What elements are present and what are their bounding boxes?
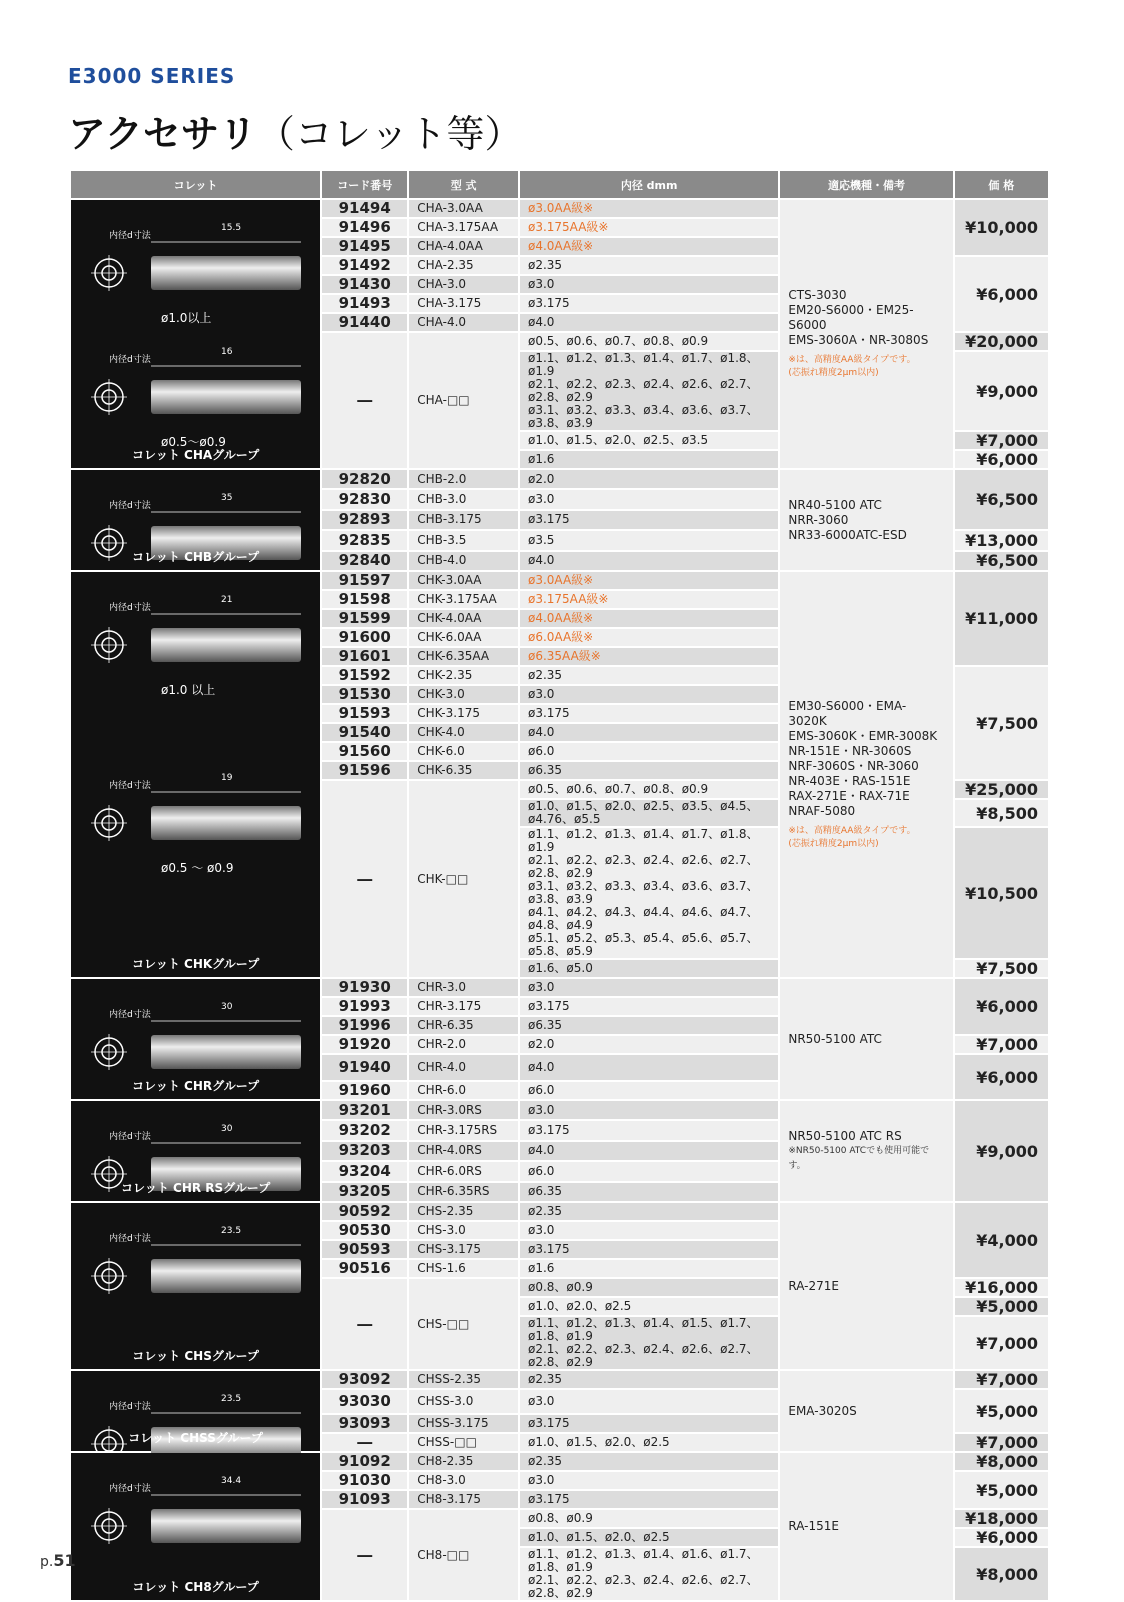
inner-diameter: ø2.35	[519, 256, 779, 275]
code-number: 93203	[321, 1141, 408, 1161]
length-label: 19	[221, 773, 233, 783]
dimension-label: 内径d寸法	[109, 1010, 151, 1020]
model-name: CHB-2.0	[408, 469, 519, 489]
inner-diameter: ø3.175	[519, 1120, 779, 1140]
inner-diameter: ø2.35	[519, 1452, 779, 1471]
inner-diameter: ø4.0	[519, 723, 779, 742]
code-number: 91930	[321, 978, 408, 997]
model-name: CHSS-3.175	[408, 1414, 519, 1433]
code-number: 92840	[321, 551, 408, 571]
inner-diameter: ø1.0、ø1.5、ø2.0、ø2.5	[519, 1433, 779, 1452]
collet-image-コレット CHKグループ	[70, 571, 321, 978]
collet-drawing-icon	[81, 1241, 311, 1311]
model-name: CH8-2.35	[408, 1452, 519, 1471]
code-number: 93202	[321, 1120, 408, 1140]
code-number: 92820	[321, 469, 408, 489]
code-number: 91601	[321, 647, 408, 666]
inner-diameter: ø6.35	[519, 1016, 779, 1035]
inner-diameter: ø4.0	[519, 313, 779, 332]
table-row	[70, 1202, 1049, 1221]
inner-diameter: ø2.0	[519, 1035, 779, 1054]
length-label: 35	[221, 493, 233, 503]
model-name: CHB-4.0	[408, 551, 519, 571]
applicable-machines: RA-151E	[779, 1452, 953, 1601]
model-name: CHS-1.6	[408, 1259, 519, 1278]
range-label: ø1.0 以上	[161, 683, 216, 697]
group-caption: コレット CHBグループ	[132, 550, 260, 564]
table-row	[70, 469, 1049, 489]
inner-diameter: ø4.0	[519, 1054, 779, 1081]
inner-diameter: ø1.0、ø2.0、ø2.5	[519, 1297, 779, 1316]
price: ¥9,000	[954, 351, 1049, 431]
code-number: 91960	[321, 1081, 408, 1100]
code-number: 91494	[321, 199, 408, 218]
table-row	[70, 571, 1049, 590]
inner-diameter: ø3.0	[519, 1221, 779, 1240]
length-label: 23.5	[221, 1394, 242, 1404]
model-name: CHR-3.175RS	[408, 1120, 519, 1140]
price: ¥5,000	[954, 1297, 1049, 1316]
col-machines: 適応機種・備考	[779, 170, 953, 199]
model-name: CHK-6.35	[408, 761, 519, 780]
price: ¥8,000	[954, 1452, 1049, 1471]
note-small: ※は、高精度AA級タイプです。 (芯振れ精度2μm以内)	[788, 355, 916, 378]
collet-drawing-icon	[81, 1491, 311, 1561]
price: ¥7,000	[954, 431, 1049, 450]
dimension-label: 内径d寸法	[109, 781, 151, 791]
code-number: 91560	[321, 742, 408, 761]
dimension-label: 内径d寸法	[109, 1484, 151, 1494]
price: ¥18,000	[954, 1509, 1049, 1528]
code-number: 91600	[321, 628, 408, 647]
code-number: 90592	[321, 1202, 408, 1221]
inner-diameter: ø4.0	[519, 551, 779, 571]
model-name: CHR-4.0	[408, 1054, 519, 1081]
inner-diameter: ø2.35	[519, 666, 779, 685]
code-number: 91993	[321, 997, 408, 1016]
model-name: CHA-4.0AA	[408, 237, 519, 256]
code-number: 93092	[321, 1370, 408, 1389]
code-number: 93201	[321, 1100, 408, 1120]
model-name: CHR-3.0	[408, 978, 519, 997]
note-small: ※NR50-5100 ATCでも使用可能です。	[788, 1145, 930, 1171]
price: ¥5,000	[954, 1389, 1049, 1433]
model-name: CH8-3.0	[408, 1471, 519, 1490]
collet-image-コレット CHR RSグループ	[70, 1100, 321, 1202]
model-name: CHR-4.0RS	[408, 1141, 519, 1161]
collet-image-コレット CH8グループ	[70, 1452, 321, 1601]
model-name: CHK-4.0AA	[408, 609, 519, 628]
model-name: CHR-6.0RS	[408, 1161, 519, 1181]
price: ¥7,000	[954, 1433, 1049, 1452]
model-name: CH8-□□	[408, 1509, 519, 1601]
price: ¥10,500	[954, 827, 1049, 959]
table-row	[70, 1100, 1049, 1120]
code-number: 91593	[321, 704, 408, 723]
col-collet: コレット	[70, 170, 321, 199]
code-number: 91493	[321, 294, 408, 313]
model-name: CHK-3.175AA	[408, 590, 519, 609]
inner-diameter: ø2.0	[519, 469, 779, 489]
collet-image-コレット CHRグループ	[70, 978, 321, 1100]
code-number: ―	[321, 332, 408, 469]
length-label: 34.4	[221, 1476, 242, 1486]
inner-diameter: ø3.175AA級※	[519, 590, 779, 609]
inner-diameter: ø2.35	[519, 1202, 779, 1221]
code-number: 91599	[321, 609, 408, 628]
model-name: CHA-4.0	[408, 313, 519, 332]
code-number: 91092	[321, 1452, 408, 1471]
group-caption: コレット CH8グループ	[132, 1580, 259, 1594]
group-caption: コレット CHR RSグループ	[120, 1181, 271, 1195]
applicable-machines: CTS-3030 EM20-S6000・EM25-S6000 EMS-3060A・NR-3080S ※は、高精度AA級タイプです。 (芯振れ精度2μm以内)	[779, 199, 953, 469]
inner-diameter: ø4.0AA級※	[519, 237, 779, 256]
code-number: ―	[321, 1278, 408, 1370]
model-name: CHK-6.0	[408, 742, 519, 761]
model-name: CHS-3.175	[408, 1240, 519, 1259]
model-name: CHR-6.35	[408, 1016, 519, 1035]
inner-diameter: ø6.35	[519, 1182, 779, 1202]
model-name: CHR-6.35RS	[408, 1182, 519, 1202]
code-number: 93093	[321, 1414, 408, 1433]
length-label: 21	[221, 595, 233, 605]
range-label: ø1.0以上	[161, 311, 212, 325]
inner-diameter: ø2.35	[519, 1370, 779, 1389]
collet-drawing-icon	[81, 1017, 311, 1087]
inner-diameter: ø1.1、ø1.2、ø1.3、ø1.4、ø1.7、ø1.8、ø1.9 ø2.1、ø2.2、ø2.3、ø2.4、ø2.6、ø2.7、ø2.8、ø2.9 ø3.1、ø3.2、ø3.3、ø3.4、ø3.6、ø3.7、ø3.8、ø3.9 ø4.1、ø4.2、ø4.3、ø4.4、ø4.6、ø4.7、ø4.8、ø4.9 ø5.1、ø5.2、ø5.3、ø5.4、ø5.6、ø5.7、ø5.8、ø5.9	[519, 827, 779, 959]
model-name: CHB-3.0	[408, 489, 519, 509]
model-name: CHR-3.175	[408, 997, 519, 1016]
table-header	[70, 170, 1049, 199]
model-name: CHA-3.175AA	[408, 218, 519, 237]
inner-diameter: ø3.0	[519, 685, 779, 704]
model-name: CHSS-3.0	[408, 1389, 519, 1414]
range-label: ø0.5～ø0.9	[161, 435, 226, 449]
price: ¥7,000	[954, 1035, 1049, 1054]
group-caption: コレット CHSSグループ	[128, 1431, 263, 1445]
col-price: 価 格	[954, 170, 1049, 199]
price: ¥9,000	[954, 1100, 1049, 1202]
collet-drawing-icon	[81, 610, 311, 680]
model-name: CHR-2.0	[408, 1035, 519, 1054]
price: ¥7,500	[954, 666, 1049, 780]
inner-diameter: ø3.0	[519, 489, 779, 509]
range-label: ø0.5 ～ ø0.9	[161, 861, 234, 875]
code-number: 91440	[321, 313, 408, 332]
inner-diameter: ø1.0、ø1.5、ø2.0、ø2.5、ø3.5	[519, 431, 779, 450]
code-number: 90593	[321, 1240, 408, 1259]
model-name: CHK-6.0AA	[408, 628, 519, 647]
inner-diameter: ø3.0	[519, 978, 779, 997]
price: ¥6,000	[954, 1528, 1049, 1547]
inner-diameter: ø1.1、ø1.2、ø1.3、ø1.4、ø1.5、ø1.7、ø1.8、ø1.9 ø2.1、ø2.2、ø2.3、ø2.4、ø2.6、ø2.7、ø2.8、ø2.9	[519, 1316, 779, 1370]
inner-diameter: ø0.5、ø0.6、ø0.7、ø0.8、ø0.9	[519, 780, 779, 799]
applicable-machines: EMA-3020S	[779, 1370, 953, 1452]
page-number: p.51	[40, 1551, 76, 1570]
model-name: CHK-2.35	[408, 666, 519, 685]
model-name: CHK-3.0AA	[408, 571, 519, 590]
dimension-label: 内径d寸法	[109, 1234, 151, 1244]
group-caption: コレット CHSグループ	[132, 1349, 259, 1363]
inner-diameter: ø3.0	[519, 1471, 779, 1490]
length-label: 30	[221, 1002, 233, 1012]
code-number: 91592	[321, 666, 408, 685]
series-title: E3000 SERIES	[68, 64, 236, 88]
collet-drawing-icon	[81, 238, 311, 308]
inner-diameter: ø1.6	[519, 450, 779, 469]
inner-diameter: ø1.6、ø5.0	[519, 959, 779, 978]
inner-diameter: ø1.0、ø1.5、ø2.0、ø2.5	[519, 1528, 779, 1547]
price: ¥10,000	[954, 199, 1049, 256]
length-label: 15.5	[221, 223, 242, 233]
inner-diameter: ø1.1、ø1.2、ø1.3、ø1.4、ø1.7、ø1.8、ø1.9 ø2.1、ø2.2、ø2.3、ø2.4、ø2.6、ø2.7、ø2.8、ø2.9 ø3.1、ø3.2、ø3.3、ø3.4、ø3.6、ø3.7、ø3.8、ø3.9	[519, 351, 779, 431]
model-name: CHR-6.0	[408, 1081, 519, 1100]
inner-diameter: ø3.175	[519, 1414, 779, 1433]
code-number: 91495	[321, 237, 408, 256]
code-number: 91597	[321, 571, 408, 590]
model-name: CHB-3.5	[408, 530, 519, 550]
code-number: 91030	[321, 1471, 408, 1490]
inner-diameter: ø1.1、ø1.2、ø1.3、ø1.4、ø1.6、ø1.7、ø1.8、ø1.9 ø2.1、ø2.2、ø2.3、ø2.4、ø2.6、ø2.7、ø2.8、ø2.9	[519, 1547, 779, 1601]
inner-diameter: ø6.0	[519, 742, 779, 761]
model-name: CHR-3.0RS	[408, 1100, 519, 1120]
collet-image-コレット CHAグループ	[70, 199, 321, 469]
price: ¥16,000	[954, 1278, 1049, 1297]
code-number: ―	[321, 780, 408, 978]
price: ¥7,000	[954, 1370, 1049, 1389]
inner-diameter: ø3.175	[519, 294, 779, 313]
code-number: 91940	[321, 1054, 408, 1081]
table-row	[70, 978, 1049, 997]
inner-diameter: ø3.175	[519, 704, 779, 723]
price: ¥20,000	[954, 332, 1049, 351]
inner-diameter: ø3.175	[519, 1240, 779, 1259]
inner-diameter: ø3.0AA級※	[519, 571, 779, 590]
page-title: アクセサリ（コレット等）	[68, 112, 523, 156]
model-name: CHK-4.0	[408, 723, 519, 742]
price: ¥11,000	[954, 571, 1049, 666]
model-name: CHA-3.175	[408, 294, 519, 313]
code-number: 91540	[321, 723, 408, 742]
inner-diameter: ø3.175	[519, 997, 779, 1016]
inner-diameter: ø0.8、ø0.9	[519, 1509, 779, 1528]
collet-image-コレット CHSグループ	[70, 1202, 321, 1370]
code-number: 93204	[321, 1161, 408, 1181]
length-label: 23.5	[221, 1226, 242, 1236]
inner-diameter: ø4.0	[519, 1141, 779, 1161]
inner-diameter: ø3.0	[519, 275, 779, 294]
code-number: 93205	[321, 1182, 408, 1202]
price: ¥6,000	[954, 1054, 1049, 1100]
code-number: 90530	[321, 1221, 408, 1240]
dimension-label: 内径d寸法	[109, 1132, 151, 1142]
code-number: 91496	[321, 218, 408, 237]
model-name: CHS-□□	[408, 1278, 519, 1370]
price: ¥5,000	[954, 1471, 1049, 1509]
applicable-machines: NR50-5100 ATC RS ※NR50-5100 ATCでも使用可能です。	[779, 1100, 953, 1202]
price: ¥6,500	[954, 551, 1049, 571]
inner-diameter: ø1.6	[519, 1259, 779, 1278]
inner-diameter: ø3.0	[519, 1389, 779, 1414]
price: ¥8,000	[954, 1547, 1049, 1601]
code-number: 90516	[321, 1259, 408, 1278]
dimension-label: 内径d寸法	[109, 231, 151, 241]
model-name: CHSS-2.35	[408, 1370, 519, 1389]
dimension-label: 内径d寸法	[109, 603, 151, 613]
collet-drawing-icon	[81, 362, 311, 432]
code-number: 91492	[321, 256, 408, 275]
price: ¥25,000	[954, 780, 1049, 799]
model-name: CHA-□□	[408, 332, 519, 469]
collet-image-コレット CHBグループ	[70, 469, 321, 571]
code-number: 92893	[321, 510, 408, 530]
inner-diameter: ø4.0AA級※	[519, 609, 779, 628]
inner-diameter: ø6.0	[519, 1161, 779, 1181]
price: ¥6,000	[954, 450, 1049, 469]
col-model: 型 式	[408, 170, 519, 199]
inner-diameter: ø3.0AA級※	[519, 199, 779, 218]
model-name: CHK-3.175	[408, 704, 519, 723]
code-number: 91093	[321, 1490, 408, 1509]
model-name: CHS-2.35	[408, 1202, 519, 1221]
price: ¥6,500	[954, 469, 1049, 530]
model-name: CHB-3.175	[408, 510, 519, 530]
applicable-machines: NR50-5100 ATC	[779, 978, 953, 1100]
price: ¥13,000	[954, 530, 1049, 550]
length-label: 30	[221, 1124, 233, 1134]
table-row	[70, 1370, 1049, 1389]
code-number: 91598	[321, 590, 408, 609]
collet-drawing-icon	[81, 1139, 311, 1209]
table-row	[70, 1452, 1049, 1471]
note-small: ※は、高精度AA級タイプです。 (芯振れ精度2μm以内)	[788, 825, 916, 849]
price: ¥4,000	[954, 1202, 1049, 1278]
model-name: CHK-□□	[408, 780, 519, 978]
applicable-machines: RA-271E	[779, 1202, 953, 1370]
inner-diameter: ø6.35AA級※	[519, 647, 779, 666]
inner-diameter: ø3.5	[519, 530, 779, 550]
price: ¥7,000	[954, 1316, 1049, 1370]
col-diameter: 内径 dmm	[519, 170, 779, 199]
model-name: CHA-3.0AA	[408, 199, 519, 218]
dimension-label: 内径d寸法	[109, 355, 151, 365]
inner-diameter: ø3.0	[519, 1100, 779, 1120]
length-label: 16	[221, 347, 233, 357]
inner-diameter: ø3.175	[519, 510, 779, 530]
collet-table	[69, 169, 1050, 1602]
model-name: CHS-3.0	[408, 1221, 519, 1240]
code-number: 91920	[321, 1035, 408, 1054]
price: ¥8,500	[954, 799, 1049, 827]
inner-diameter: ø6.0AA級※	[519, 628, 779, 647]
inner-diameter: ø6.0	[519, 1081, 779, 1100]
inner-diameter: ø0.8、ø0.9	[519, 1278, 779, 1297]
code-number: 93030	[321, 1389, 408, 1414]
code-number: 91430	[321, 275, 408, 294]
col-code: コード番号	[321, 170, 408, 199]
model-name: CHSS-□□	[408, 1433, 519, 1452]
group-caption: コレット CHRグループ	[131, 1079, 260, 1093]
model-name: CHK-3.0	[408, 685, 519, 704]
group-caption: コレット CHKグループ	[131, 957, 260, 971]
code-number: 92835	[321, 530, 408, 550]
table-row	[70, 199, 1049, 218]
price: ¥7,500	[954, 959, 1049, 978]
collet-drawing-icon	[81, 788, 311, 858]
applicable-machines: EM30-S6000・EMA-3020K EMS-3060K・EMR-3008K NR-151E・NR-3060S NRF-3060S・NR-3060 NR-403E・RAS-151E RAX-271E・RAX-71E NRAF-5080 ※は、高精度AA級タイプです。 (芯振れ精度2μm以内)	[779, 571, 953, 978]
inner-diameter: ø6.35	[519, 761, 779, 780]
inner-diameter: ø0.5、ø0.6、ø0.7、ø0.8、ø0.9	[519, 332, 779, 351]
model-name: CH8-3.175	[408, 1490, 519, 1509]
code-number: ―	[321, 1433, 408, 1452]
code-number: 91596	[321, 761, 408, 780]
collet-image-コレット CHSSグループ	[70, 1370, 321, 1452]
code-number: 91530	[321, 685, 408, 704]
model-name: CHK-6.35AA	[408, 647, 519, 666]
inner-diameter: ø3.175AA級※	[519, 218, 779, 237]
code-number: 91996	[321, 1016, 408, 1035]
applicable-machines: NR40-5100 ATC NRR-3060 NR33-6000ATC-ESD	[779, 469, 953, 571]
model-name: CHA-2.35	[408, 256, 519, 275]
dimension-label: 内径d寸法	[109, 501, 151, 511]
collet-drawing-icon	[81, 508, 311, 578]
price: ¥6,000	[954, 256, 1049, 332]
dimension-label: 内径d寸法	[109, 1402, 151, 1412]
group-caption: コレット CHAグループ	[131, 448, 260, 462]
inner-diameter: ø1.0、ø1.5、ø2.0、ø2.5、ø3.5、ø4.5、ø4.76、ø5.5	[519, 799, 779, 827]
model-name: CHA-3.0	[408, 275, 519, 294]
code-number: 92830	[321, 489, 408, 509]
code-number: ―	[321, 1509, 408, 1601]
price: ¥6,000	[954, 978, 1049, 1035]
inner-diameter: ø3.175	[519, 1490, 779, 1509]
